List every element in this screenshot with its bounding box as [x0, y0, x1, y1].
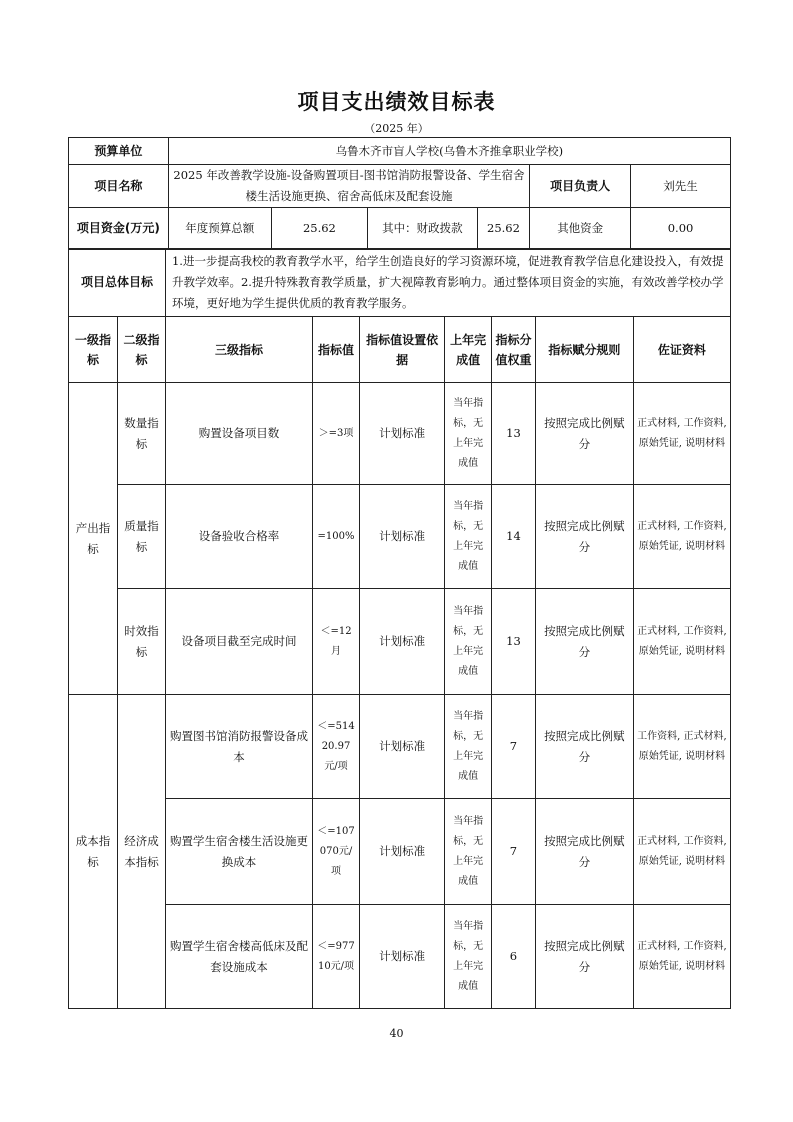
row-weight: 13 [492, 383, 536, 485]
row-basis: 计划标准 [359, 383, 444, 485]
row-evidence: 正式材料, 工作资料, 原始凭证, 说明材料 [633, 589, 730, 695]
other-funds-value: 0.00 [631, 208, 731, 250]
row-l3: 购置设备项目数 [165, 383, 312, 485]
row-l3: 购置图书馆消防报警设备成本 [165, 695, 312, 799]
header-l1: 一级指标 [69, 317, 118, 383]
row-weight: 7 [492, 799, 536, 905]
annual-budget-label: 年度预算总额 [168, 208, 271, 250]
project-leader-value: 刘先生 [631, 165, 731, 208]
row-evidence: 正式材料, 工作资料, 原始凭证, 说明材料 [633, 383, 730, 485]
row-l3: 购置学生宿舍楼生活设施更换成本 [165, 799, 312, 905]
performance-table [68, 137, 731, 250]
row-basis: 计划标准 [359, 485, 444, 589]
row-value: =100% [313, 485, 360, 589]
overall-goal-label: 项目总体目标 [69, 249, 166, 317]
row-rule: 按照完成比例赋分 [535, 905, 633, 1009]
header-l2: 二级指标 [118, 317, 166, 383]
header-basis: 指标值设置依据 [359, 317, 444, 383]
row-weight: 14 [492, 485, 536, 589]
row-rule: 按照完成比例赋分 [535, 485, 633, 589]
fiscal-value: 25.62 [477, 208, 530, 250]
row-rule: 按照完成比例赋分 [535, 589, 633, 695]
row-last: 当年指标，无上年完成值 [445, 905, 492, 1009]
row-l3: 购置学生宿舍楼高低床及配套设施成本 [165, 905, 312, 1009]
row-last: 当年指标，无上年完成值 [445, 695, 492, 799]
project-name-label: 项目名称 [69, 165, 169, 208]
l2-quality: 质量指标 [118, 485, 166, 589]
project-leader-label: 项目负责人 [530, 165, 631, 208]
row-basis: 计划标准 [359, 589, 444, 695]
row-basis: 计划标准 [359, 905, 444, 1009]
row-weight: 13 [492, 589, 536, 695]
page-number: 40 [389, 1027, 404, 1040]
row-l3: 设备项目截至完成时间 [165, 589, 312, 695]
l2-timeliness: 时效指标 [118, 589, 166, 695]
row-evidence: 正式材料, 工作资料, 原始凭证, 说明材料 [633, 905, 730, 1009]
fiscal-label: 其中：财政拨款 [368, 208, 478, 250]
row-last: 当年指标，无上年完成值 [445, 383, 492, 485]
l2-quantity: 数量指标 [118, 383, 166, 485]
l1-output: 产出指标 [69, 383, 118, 695]
l1-cost: 成本指标 [69, 695, 118, 1009]
budget-unit-label: 预算单位 [69, 138, 169, 165]
row-weight: 6 [492, 905, 536, 1009]
funds-label: 项目资金(万元) [69, 208, 169, 250]
header-rule: 指标赋分规则 [535, 317, 633, 383]
header-value: 指标值 [313, 317, 360, 383]
row-value: ＜=51420.97元/项 [313, 695, 360, 799]
row-value: ＜=107070元/项 [313, 799, 360, 905]
row-evidence: 工作资料, 正式材料, 原始凭证, 说明材料 [633, 695, 730, 799]
overall-goal-text: 1.进一步提高我校的教育教学水平，给学生创造良好的学习资源环境，促进教育教学信息化建设投入，有效提升教学效率。2.提升特殊教育教学质量，扩大视障教育影响力。通过整体项目资金的实施，有效改善学校办学环境，更好地为学生提供优质的教育教学服务。 [165, 249, 730, 317]
year-label: （2025 年） [364, 122, 429, 135]
row-value: ＜=12月 [313, 589, 360, 695]
other-funds-label: 其他资金 [530, 208, 631, 250]
indicator-table [68, 248, 731, 1009]
budget-unit-value: 乌鲁木齐市盲人学校(乌鲁木齐推拿职业学校) [168, 138, 730, 165]
row-value: ＞=3项 [313, 383, 360, 485]
row-weight: 7 [492, 695, 536, 799]
l2-economic-cost: 经济成本指标 [118, 695, 166, 1009]
row-value: ＜=97710元/项 [313, 905, 360, 1009]
annual-budget-value: 25.62 [271, 208, 367, 250]
row-rule: 按照完成比例赋分 [535, 695, 633, 799]
header-last-year: 上年完成值 [445, 317, 492, 383]
project-name-value: 2025 年改善教学设施-设备购置项目-图书馆消防报警设备、学生宿舍楼生活设施更换、宿舍高低床及配套设施 [168, 165, 530, 208]
row-rule: 按照完成比例赋分 [535, 383, 633, 485]
header-evidence: 佐证资料 [633, 317, 730, 383]
row-last: 当年指标，无上年完成值 [445, 799, 492, 905]
row-basis: 计划标准 [359, 799, 444, 905]
row-rule: 按照完成比例赋分 [535, 799, 633, 905]
row-evidence: 正式材料, 工作资料, 原始凭证, 说明材料 [633, 485, 730, 589]
page-title: 项目支出绩效目标表 [297, 90, 496, 114]
row-basis: 计划标准 [359, 695, 444, 799]
row-last: 当年指标，无上年完成值 [445, 485, 492, 589]
header-weight: 指标分值权重 [492, 317, 536, 383]
header-l3: 三级指标 [165, 317, 312, 383]
row-last: 当年指标，无上年完成值 [445, 589, 492, 695]
row-l3: 设备验收合格率 [165, 485, 312, 589]
row-evidence: 正式材料, 工作资料, 原始凭证, 说明材料 [633, 799, 730, 905]
